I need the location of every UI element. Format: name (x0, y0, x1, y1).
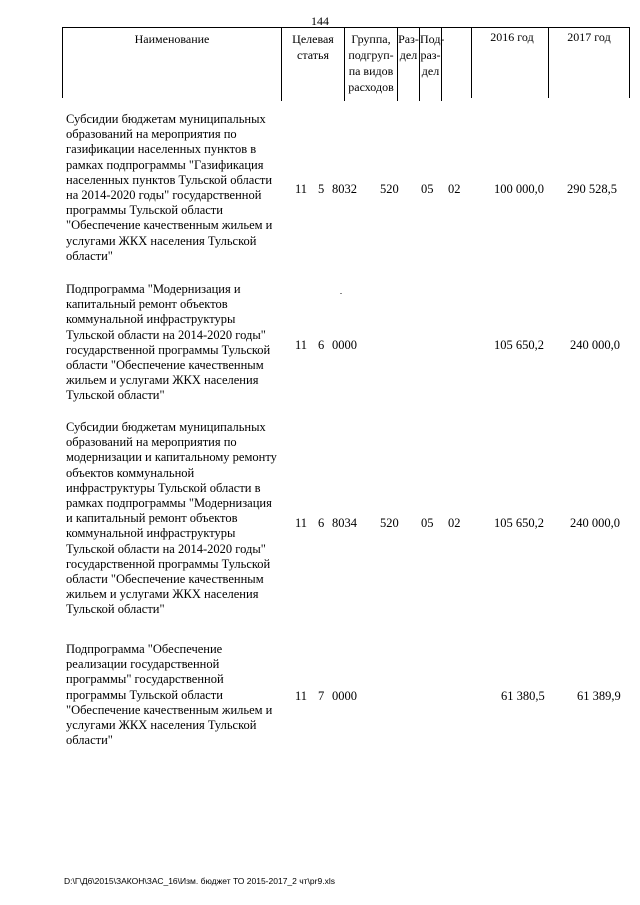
value-2017: 61 389,9 (577, 689, 621, 703)
target-code-part2: 7 (318, 689, 325, 703)
header-target: Целевая статья (282, 28, 345, 101)
value-2016: 105 650,2 (494, 338, 544, 352)
row-name: Субсидии бюджетам муниципальных образований на мероприятия по модернизации и капитальному ремонту объектов коммунальной инфраструктуры Тульской области в рамках подпрограммы "Модернизация и капитальный ремонт объектов коммунальной инфраструктуры Тульской области на 2014-2020 годы" государственной программы Тульской области "Обеспечение качественным жильем и услугами ЖКХ населения Тульской области" (66, 420, 277, 617)
section-code: 05 (421, 516, 434, 530)
row-name: Подпрограмма "Обеспечение реализации государственной программы" государственной программы Тульской области "Обеспечение качественным жильем и услугами ЖКХ населения Тульской области" (66, 642, 273, 748)
target-code-part2: 6 (318, 516, 325, 530)
target-code-part2: 6 (318, 338, 325, 352)
group-code: 520 (380, 516, 399, 530)
target-code-part1: 11 (295, 689, 308, 703)
header-year-2016: 2016 год (490, 30, 534, 44)
section-code: 05 (421, 182, 434, 196)
value-2016: 100 000,0 (494, 182, 544, 196)
page-number: 144 (311, 14, 329, 28)
target-code-part3: 0000 (332, 689, 357, 703)
target-code-part1: 11 (295, 338, 308, 352)
target-code-part3: 8032 (332, 182, 357, 196)
target-code-part3: 8034 (332, 516, 357, 530)
row-name: Субсидии бюджетам муниципальных образований на мероприятия по газификации населенных пунктов в рамках подпрограммы "Газификация населенных пунктов Тульской области на 2014-2020 годы" государственной программы Тульской области "Обеспечение качественным жильем и услугами ЖКХ населения Тульской области" (66, 112, 273, 263)
value-2017: 290 528,5 (567, 182, 617, 196)
target-code-part2: 5 (318, 182, 325, 196)
header-group: Группа, подгруп- па видов расходов (345, 28, 398, 101)
target-code-part1: 11 (295, 516, 308, 530)
value-2016: 105 650,2 (494, 516, 544, 530)
header-subsection: Под- раз- дел (420, 28, 442, 101)
subsection-code: 02 (448, 516, 461, 530)
scan-speck (340, 293, 342, 294)
row-name: Подпрограмма "Модернизация и капитальный ремонт объектов коммунальной инфраструктуры Тульской области на 2014-2020 годы" государственной программы Тульской области "Обеспечение качественным жильем и услугами ЖКХ населения Тульской области" (66, 282, 271, 403)
table-header (62, 27, 472, 98)
value-2017: 240 000,0 (570, 338, 620, 352)
header-spacer (442, 28, 470, 98)
subsection-code: 02 (448, 182, 461, 196)
value-2016: 61 380,5 (501, 689, 545, 703)
value-2017: 240 000,0 (570, 516, 620, 530)
file-path-footer: D:\Г\Д6\2015\ЗАКОН\ЗАС_16\Изм. бюджет ТО 2015-2017_2 чт\pr9.xls (64, 876, 335, 886)
target-code-part1: 11 (295, 182, 308, 196)
header-section: Раз- дел (398, 28, 420, 101)
target-code-part3: 0000 (332, 338, 357, 352)
header-year-2017: 2017 год (567, 30, 611, 44)
group-code: 520 (380, 182, 399, 196)
header-name: Наименование (63, 28, 282, 101)
